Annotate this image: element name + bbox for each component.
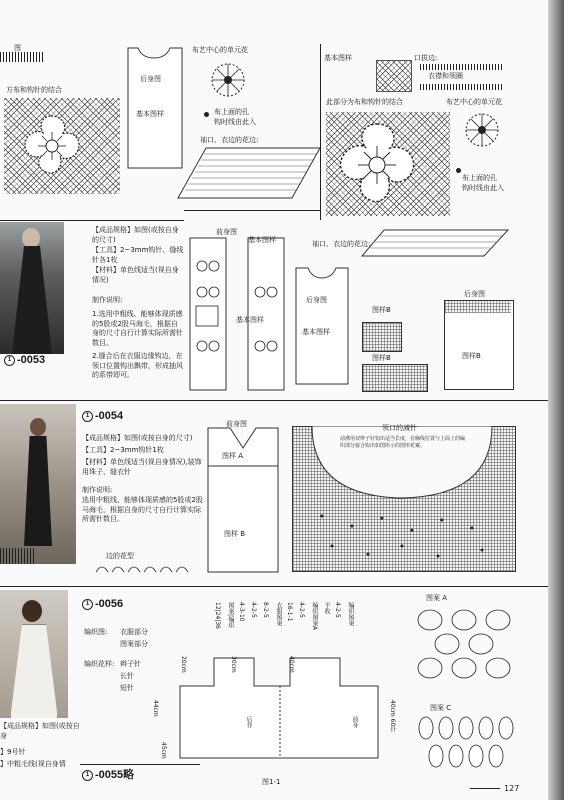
stitch1-0056: 辫子针 (120, 660, 141, 668)
code-text-0056: -0056 (95, 598, 124, 610)
dim-45: 45cm (160, 742, 167, 759)
hole-note-right-2: 钩时线由此入 (462, 184, 504, 192)
edge-sample-0054 (0, 548, 36, 564)
pattern-b-swatch-1 (362, 322, 402, 352)
mesh-label-left: 方布和钩针的结合 (6, 86, 62, 94)
instr2-0053: 2.缝合后在衣服边缘钩边，在领口位置钩出飘带，形成抽风的系带即可。 (92, 352, 183, 379)
dim-44: 44cm (152, 700, 159, 717)
pattern-a-0056: 图案 A (426, 594, 448, 602)
basic-b-0053: 基本图样 (236, 316, 264, 324)
instr-title-0053: 制作说明: (92, 296, 123, 304)
center-flower-title: 布艺中心的单元花 (192, 46, 248, 54)
omitted-mark-0055: 略 (123, 769, 135, 781)
code-text-0055: -0055 (95, 769, 124, 781)
material-left-0056: 】中粗毛线(视自身情 (0, 760, 66, 768)
weave-v2-0056: 图案部分 (120, 640, 148, 648)
flower-motif-right (330, 118, 424, 212)
basic-c-0053: 基本图样 (302, 328, 330, 336)
divider-2 (0, 400, 548, 401)
back-piece-small-0053 (292, 266, 352, 386)
column-chart-0056b: 平收 4-2-5 编织图案 (323, 602, 354, 626)
circled-number-icon-0054: 1 (82, 411, 93, 422)
model-photo-0056 (0, 590, 68, 718)
pattern-a-diagram-0056 (410, 604, 520, 684)
spec-0054: 【成品规格】如图(或按自身的尺寸) (82, 434, 193, 442)
pattern-c-0056: 图案 C (430, 704, 452, 712)
divider-4 (80, 764, 200, 765)
code-text-0053: -0053 (17, 354, 46, 366)
column-chart-0056: 12|24|36 图案|编织 4-3-10 4-2-5 8-2-5 衣服图案 16-1-1 4-2-5 编织图案A (214, 602, 318, 631)
sleeve-edge-0053: 袖口、衣边的花边: (312, 240, 371, 248)
divider-1 (0, 220, 184, 221)
material-0054: 【材料】单色线适当(视自身情况),装饰用珠子、缝衣针 (82, 458, 202, 476)
edge-motif-0054 (94, 562, 204, 574)
front-label-0053: 前身图 (216, 228, 237, 236)
back-piece-top-band (445, 301, 511, 313)
footer-rule (470, 788, 500, 789)
flower-motif-left (16, 110, 86, 180)
back-label-0056: 后背 (245, 716, 252, 728)
front-panels-0053 (186, 236, 290, 392)
pattern-b-0054: 图样 B (224, 530, 246, 538)
neck-title-0054: 领口的减针 (382, 424, 417, 432)
stitch3-0056: 短针 (120, 684, 134, 692)
item-code-0053 (4, 354, 45, 366)
pattern-b3-0053: 图样B (462, 352, 481, 360)
model-photo-0054 (0, 404, 76, 564)
circled-number-icon-0056: 1 (82, 599, 93, 610)
top-left-edge-motif (0, 52, 44, 62)
stitch2-0056: 长针 (120, 672, 134, 680)
weave-v1-0056: 衣服部分 (120, 628, 148, 636)
book-gutter (548, 0, 564, 800)
back-label-top: 后身图 (140, 75, 161, 83)
basic-pattern-label-right: 基本图样 (324, 54, 352, 62)
pattern-a-0054: 图样 A (222, 452, 244, 460)
tools-0053: 【工具】2~3mm钩针、缝线针各1枚 (92, 246, 184, 264)
sleeve-edge-diagram-top (176, 146, 322, 200)
center-flower-unit-right (462, 110, 502, 150)
pattern-b2-0053: 图样B (372, 354, 391, 362)
spec-0053: 【成品规格】如图(或按自身的尺寸) (92, 226, 179, 244)
sleeve-edge-diagram-0053 (360, 228, 510, 258)
item-code-0054 (82, 410, 123, 422)
top-divider-vertical (320, 44, 321, 220)
spec-left-0056: 【成品规格】如图(或按自身 (0, 722, 80, 740)
item-code-0055 (82, 766, 134, 782)
material-0053: 【材料】单色线适当(视自身情况) (92, 266, 179, 284)
pattern-b-swatch-2 (362, 364, 428, 392)
center-flower-title-right: 布艺中心的单元花 (446, 98, 502, 106)
edge-label-0054: 边的花型 (106, 552, 134, 560)
divider-1b (184, 210, 320, 211)
hole-note-right-1: 布上面的孔 (462, 174, 497, 182)
tools-left-0056: 】9号针 (0, 748, 26, 756)
page-number: 127 (504, 784, 520, 793)
back-small-label-0053: 后身图 (306, 296, 327, 304)
code-text-0054: -0054 (95, 410, 124, 422)
front-label-0056: 前身 (351, 716, 358, 728)
label-top-left: 图 (14, 44, 21, 52)
weave-label-0056: 编织图: (84, 628, 108, 636)
sleeve-edge-top-label: 袖口、衣边的花边: (200, 136, 259, 144)
hole-note-2: 钩时线由此入 (214, 118, 256, 126)
stitch-label-0056: 编织花样: (84, 660, 115, 668)
model-photo-0053 (0, 222, 64, 354)
item-code-0056 (82, 598, 123, 610)
garment-schematic-0056 (150, 648, 400, 768)
figure-caption-0056: 图1-1 (262, 778, 281, 786)
dim-20: 20cm (180, 656, 187, 673)
pattern-b1-0053: 图样B (372, 306, 391, 314)
tools-0054: 【工具】2~3mm钩针1枚 (82, 446, 164, 454)
dim-65: 40cm 60针 (389, 700, 396, 733)
instr1-0053: 1.选用中粗线、能够体现质感的5股或2股马海毛，根据自身的尺寸自行计算实际所需针数目。 (92, 310, 183, 347)
dim-40: 40cm (288, 656, 295, 673)
basic-a-0053: 基本图样 (248, 236, 276, 244)
pattern-c-diagram-0056 (410, 714, 520, 774)
bullet-dot-right (456, 168, 461, 173)
back-piece-0053 (444, 300, 514, 390)
collar-edge-swatch-2 (420, 84, 504, 90)
collar-edge-swatch (420, 64, 502, 70)
circled-number-icon: 1 (4, 355, 15, 366)
circled-number-icon-0055: 1 (82, 770, 93, 781)
hole-note-1: 布上面的孔 (214, 108, 249, 116)
basic-pattern-label-top: 基本图样 (136, 110, 164, 118)
basic-pattern-swatch (376, 60, 412, 92)
front-label-0054: 前身图 (226, 420, 247, 428)
dim-30: 30cm (230, 656, 237, 673)
instr-0054: 选用中粗线、能够体现质感的5股或2股马海毛，根据自身的尺寸自行计算实际所需针数目。 (82, 496, 203, 523)
divider-3 (0, 586, 548, 587)
center-flower-unit (208, 60, 248, 100)
collar-edge-label: 口拔边: (414, 54, 438, 62)
collar-sub-label: 衣襟和领圈 (428, 72, 463, 80)
instr-title-0054: 制作说明: (82, 486, 113, 494)
back-label-0053: 后身图 (464, 290, 485, 298)
neck-note-0054: 前襟用双辫子针钩出适当长度，在胸线位置与上面上的编织部分接合钩出如图所示的图形花案。 (340, 436, 466, 449)
bullet-dot-left (204, 112, 209, 117)
part-note-label: 此部分为布和钩针的结合 (326, 98, 403, 106)
front-piece-0054 (206, 426, 280, 574)
